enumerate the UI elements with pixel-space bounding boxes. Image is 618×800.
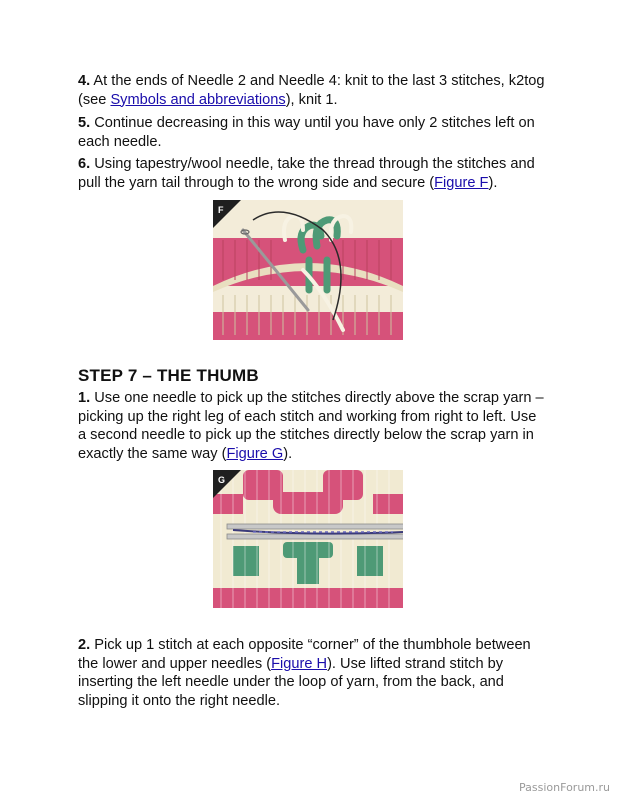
step-text: Continue decreasing in this way until you have only 2 stitches left on each needle. [78,115,535,150]
step-text: ). Use lifted strand stitch by inserting the left needle under the loop of yarn, from the back, and slipping it onto the right needle. [78,655,504,709]
step-text: ). [283,445,293,462]
step-number: 4. [78,73,91,89]
figure-f-label [213,200,241,228]
figure-h-link[interactable]: Figure H [271,655,328,672]
step-number: 1. [78,390,91,406]
section-heading: STEP 7 – THE THUMB [78,366,259,385]
step-number: 5. [78,115,91,131]
step-6-paragraph [78,155,548,192]
step-text: At the ends of Needle 2 and Needle 4: knit to the last 3 stitches, k2tog (see [78,73,545,108]
step-text: ). [488,174,498,191]
figure-g-image [213,470,403,608]
step-text: Pick up 1 stitch at each opposite “corner” of the thumbhole between the lower and upper needles ( [78,637,531,672]
figure-f-illustration [213,200,403,340]
svg-text:F: F [218,205,224,215]
figure-g-label [213,470,241,498]
step-4-paragraph [78,72,548,109]
symbols-abbreviations-link[interactable]: Symbols and abbreviations [110,91,286,108]
figure-f-image [213,200,403,340]
watermark: PassionForum.ru [519,781,610,794]
figure-f-link[interactable]: Figure F [434,174,489,191]
figure-g-illustration [213,470,403,608]
step-number: 6. [78,156,91,172]
step-5-paragraph [78,114,548,151]
step-text: Using tapestry/wool needle, take the thread through the stitches and pull the yarn tail through to the wrong side and secure ( [78,156,535,191]
figure-g-link[interactable]: Figure G [226,445,284,462]
step-text: Use one needle to pick up the stitches directly above the scrap yarn – picking up the right leg of each stitch and working from right to left. Use a second needle to pick up the stitches directly below the scrap yarn in exactly the same way ( [78,390,544,462]
svg-text:G: G [218,475,226,485]
step-number: 2. [78,637,91,653]
thumb-step-1-paragraph [78,389,548,463]
thumb-step-2-paragraph [78,636,548,710]
step-text: ), knit 1. [285,91,338,108]
